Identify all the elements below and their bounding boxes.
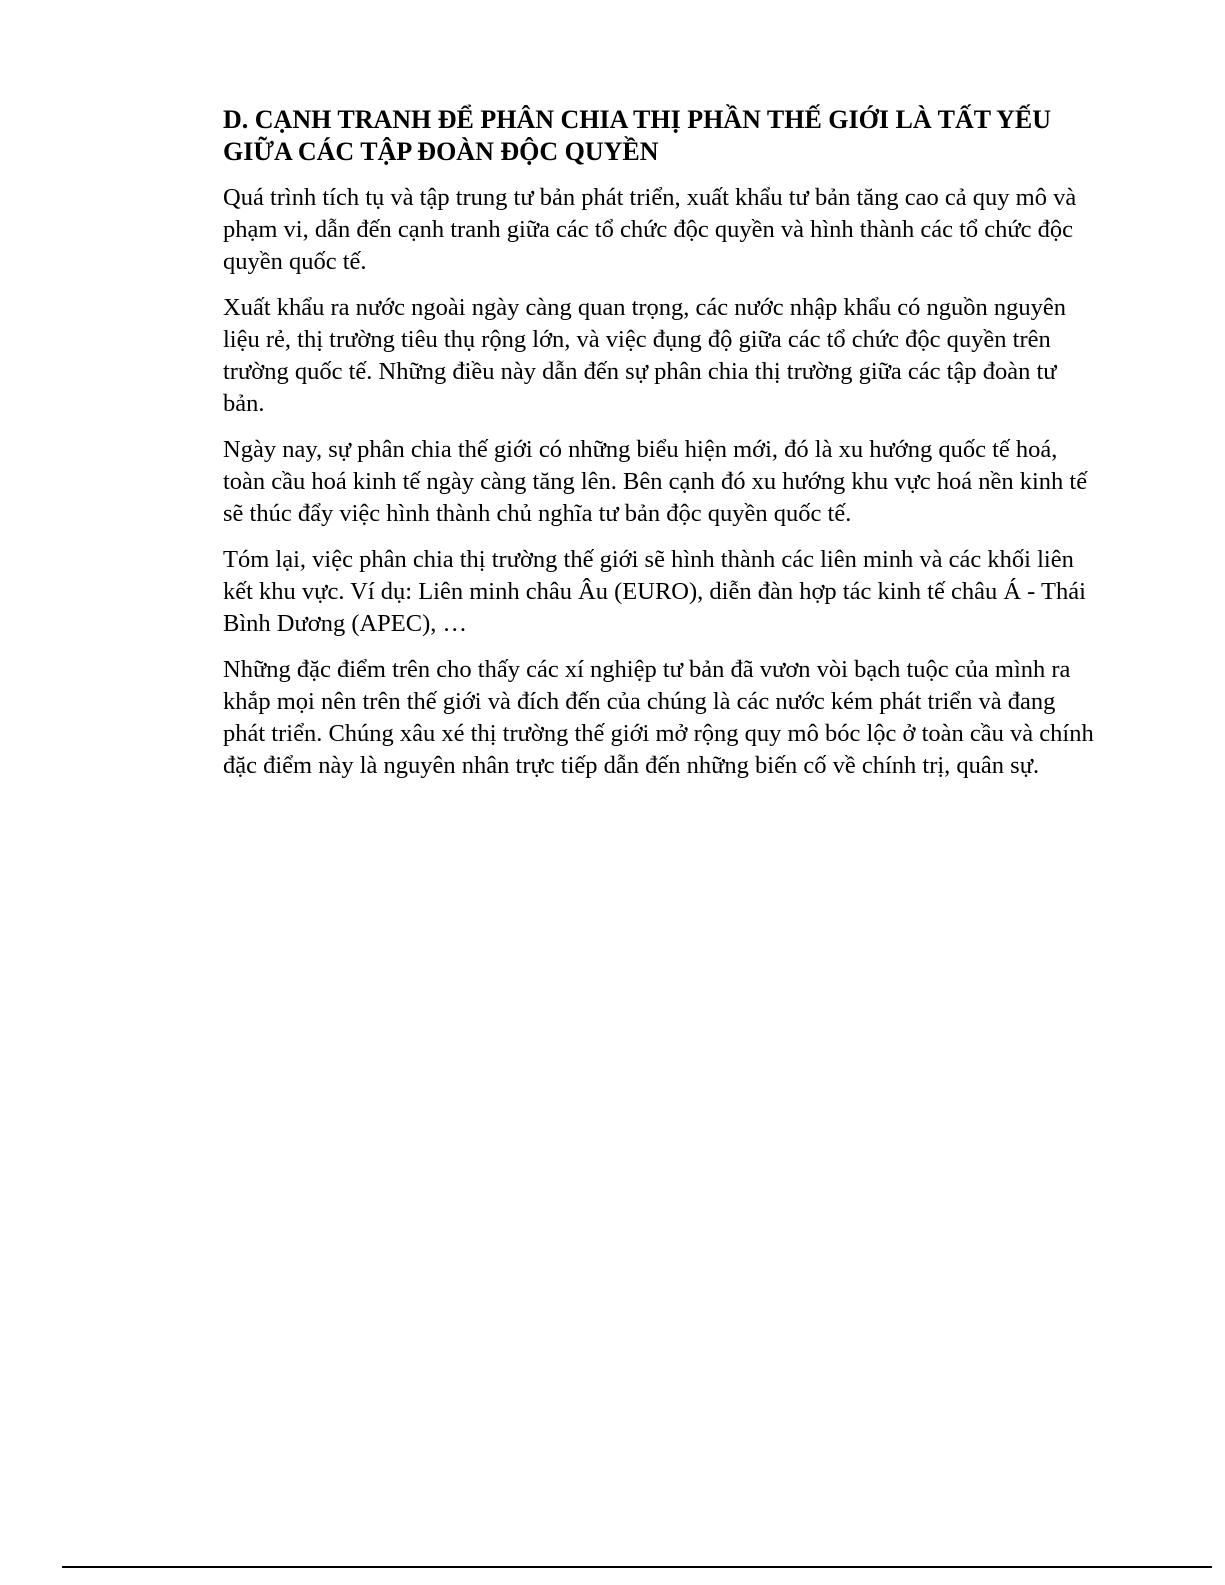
paragraph-2: Xuất khẩu ra nước ngoài ngày càng quan trọng, các nước nhập khẩu có nguồn nguyên liệu rẻ, thị trường tiêu thụ rộng lớn, và việc đụng độ giữa các tổ chức độc quyền trên trường quốc tế. Những điều này dẫn đến sự phân chia thị trường giữa các tập đoàn tư bản.: [223, 294, 1067, 417]
paragraph-5: Những đặc điểm trên cho thấy các xí nghiệp tư bản đã vươn vòi bạch tuộc của mình ra khắp mọi nên trên thế giới và đích đến của chúng là các nước kém phát triển và đang phát triển. Chúng xâu xé thị trường thế giới mở rộng quy mô bóc lộc ở toàn cầu và chính đặc điểm này là nguyên nhân trực tiếp dẫn đến những biến cố về chính trị, quân sự.: [223, 656, 1094, 779]
document-page: [223, 104, 1103, 796]
paragraph-4: Tóm lại, việc phân chia thị trường thế giới sẽ hình thành các liên minh và các khối liên kết khu vực. Ví dụ: Liên minh châu Âu (EURO), diễn đàn hợp tác kinh tế châu Á - Thái Bình Dương (APEC), …: [223, 546, 1086, 637]
section-heading: D. CẠNH TRANH ĐỂ PHÂN CHIA THỊ PHẦN THẾ GIỚI LÀ TẤT YẾU GIỮA CÁC TẬP ĐOÀN ĐỘC QUYỀN: [223, 105, 1052, 166]
page-bottom-divider: [62, 1566, 1212, 1568]
paragraph-3: Ngày nay, sự phân chia thế giới có những biểu hiện mới, đó là xu hướng quốc tế hoá, toàn cầu hoá kinh tế ngày càng tăng lên. Bên cạnh đó xu hướng khu vực hoá nền kinh tế sẽ thúc đẩy việc hình thành chủ nghĩa tư bản độc quyền quốc tế.: [223, 436, 1088, 527]
paragraph-1: Quá trình tích tụ và tập trung tư bản phát triển, xuất khẩu tư bản tăng cao cả quy mô và phạm vi, dẫn đến cạnh tranh giữa các tổ chức độc quyền và hình thành các tổ chức độc quyền quốc tế.: [223, 184, 1077, 275]
